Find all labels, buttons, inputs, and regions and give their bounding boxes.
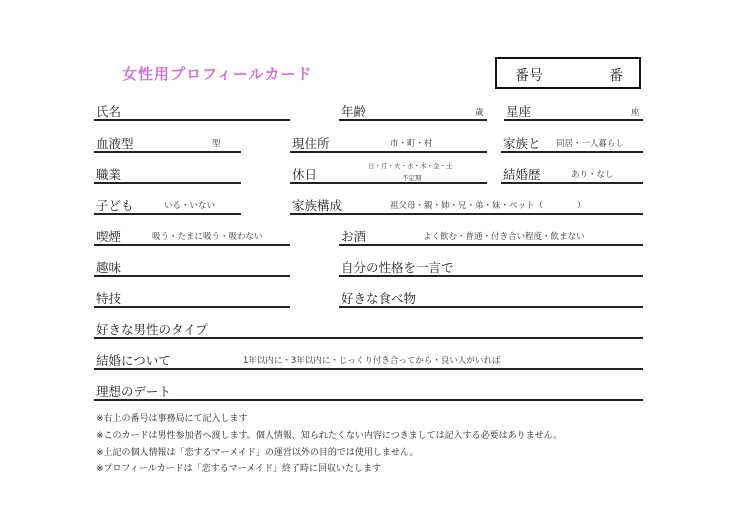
favorite-type-field-line[interactable]: [94, 337, 643, 339]
holiday-field-line[interactable]: [290, 182, 487, 184]
favorite-food-field-line[interactable]: [339, 306, 643, 308]
skill-field-line[interactable]: [94, 306, 290, 308]
family-structure-label: 家族構成: [292, 198, 343, 213]
zodiac-unit: 座: [631, 108, 640, 118]
name-field-line[interactable]: [94, 119, 290, 121]
job-label: 職業: [96, 167, 122, 182]
children-label: 子ども: [96, 198, 134, 213]
zodiac-label: 星座: [506, 104, 532, 119]
skill-label: 特技: [96, 291, 122, 306]
age-label: 年齢: [341, 104, 367, 119]
about-marriage-hint: 1年以内に・3年以内に・じっくり付き合ってから・良い人がいれば: [243, 356, 501, 366]
favorite-food-label: 好きな食べ物: [341, 291, 417, 306]
note-2: ※このカードは男性参加者へ渡します。個人情報、知られたくない内容につきましては記入する必要はありません。: [96, 431, 563, 441]
personality-field-line[interactable]: [339, 275, 643, 277]
ideal-date-label: 理想のデート: [96, 384, 172, 399]
favorite-type-label: 好きな男性のタイプ: [96, 322, 208, 337]
about-marriage-label: 結婚について: [96, 353, 171, 368]
ideal-date-field-line[interactable]: [94, 399, 643, 401]
residence-field-line[interactable]: [290, 151, 487, 153]
note-4: ※プロフィールカードは「恋するマーメイド」終了時に回収いたします: [96, 464, 382, 474]
note-1: ※右上の番号は事務局にて記入します: [96, 414, 248, 424]
holiday-hint-irregular: 不定期: [402, 174, 422, 182]
family-structure-field-line[interactable]: [290, 213, 643, 215]
card-title: 女性用プロフィールカード: [122, 65, 313, 83]
hobby-field-line[interactable]: [94, 275, 290, 277]
children-hint: いる・いない: [164, 201, 216, 211]
holiday-hint-days: 日・月・火・水・木・金・土: [368, 162, 453, 170]
residence-hint: 市・町・村: [390, 139, 433, 149]
number-label: 番号: [515, 68, 543, 84]
family-living-label: 家族と: [503, 136, 541, 151]
blood-field-line[interactable]: [94, 151, 241, 153]
age-unit: 歳: [475, 108, 484, 118]
about-marriage-field-line[interactable]: [94, 368, 643, 370]
blood-label: 血液型: [96, 136, 134, 151]
alcohol-hint: よく飲む・普通・付き合い程度・飲まない: [423, 232, 585, 242]
marriage-history-field-line[interactable]: [501, 182, 643, 184]
name-label: 氏名: [96, 104, 122, 119]
smoking-field-line[interactable]: [94, 244, 290, 246]
family-structure-hint: 祖父母・親・姉・兄・弟・妹・ペット（ ）: [390, 201, 586, 211]
family-living-hint: 同居・一人暮らし: [556, 139, 625, 149]
marriage-history-label: 結婚歴: [503, 167, 541, 182]
job-field-line[interactable]: [94, 182, 241, 184]
smoking-label: 喫煙: [96, 229, 122, 244]
hobby-label: 趣味: [96, 260, 122, 275]
age-field-line[interactable]: [339, 119, 487, 121]
personality-label: 自分の性格を一言で: [341, 260, 454, 275]
note-3: ※上記の個人情報は「恋するマーメイド」の運営以外の目的では使用しません。: [96, 448, 419, 458]
number-suffix: 番: [609, 68, 623, 84]
marriage-history-hint: あり・なし: [571, 170, 614, 180]
smoking-hint: 吸う・たまに吸う・吸わない: [152, 232, 263, 242]
family-living-field-line[interactable]: [501, 151, 643, 153]
alcohol-label: お酒: [341, 229, 367, 244]
zodiac-field-line[interactable]: [504, 119, 643, 121]
children-field-line[interactable]: [94, 213, 241, 215]
number-box: [495, 57, 641, 89]
holiday-label: 休日: [292, 167, 318, 182]
alcohol-field-line[interactable]: [339, 244, 643, 246]
residence-label: 現住所: [292, 136, 330, 151]
blood-unit: 型: [212, 139, 221, 149]
